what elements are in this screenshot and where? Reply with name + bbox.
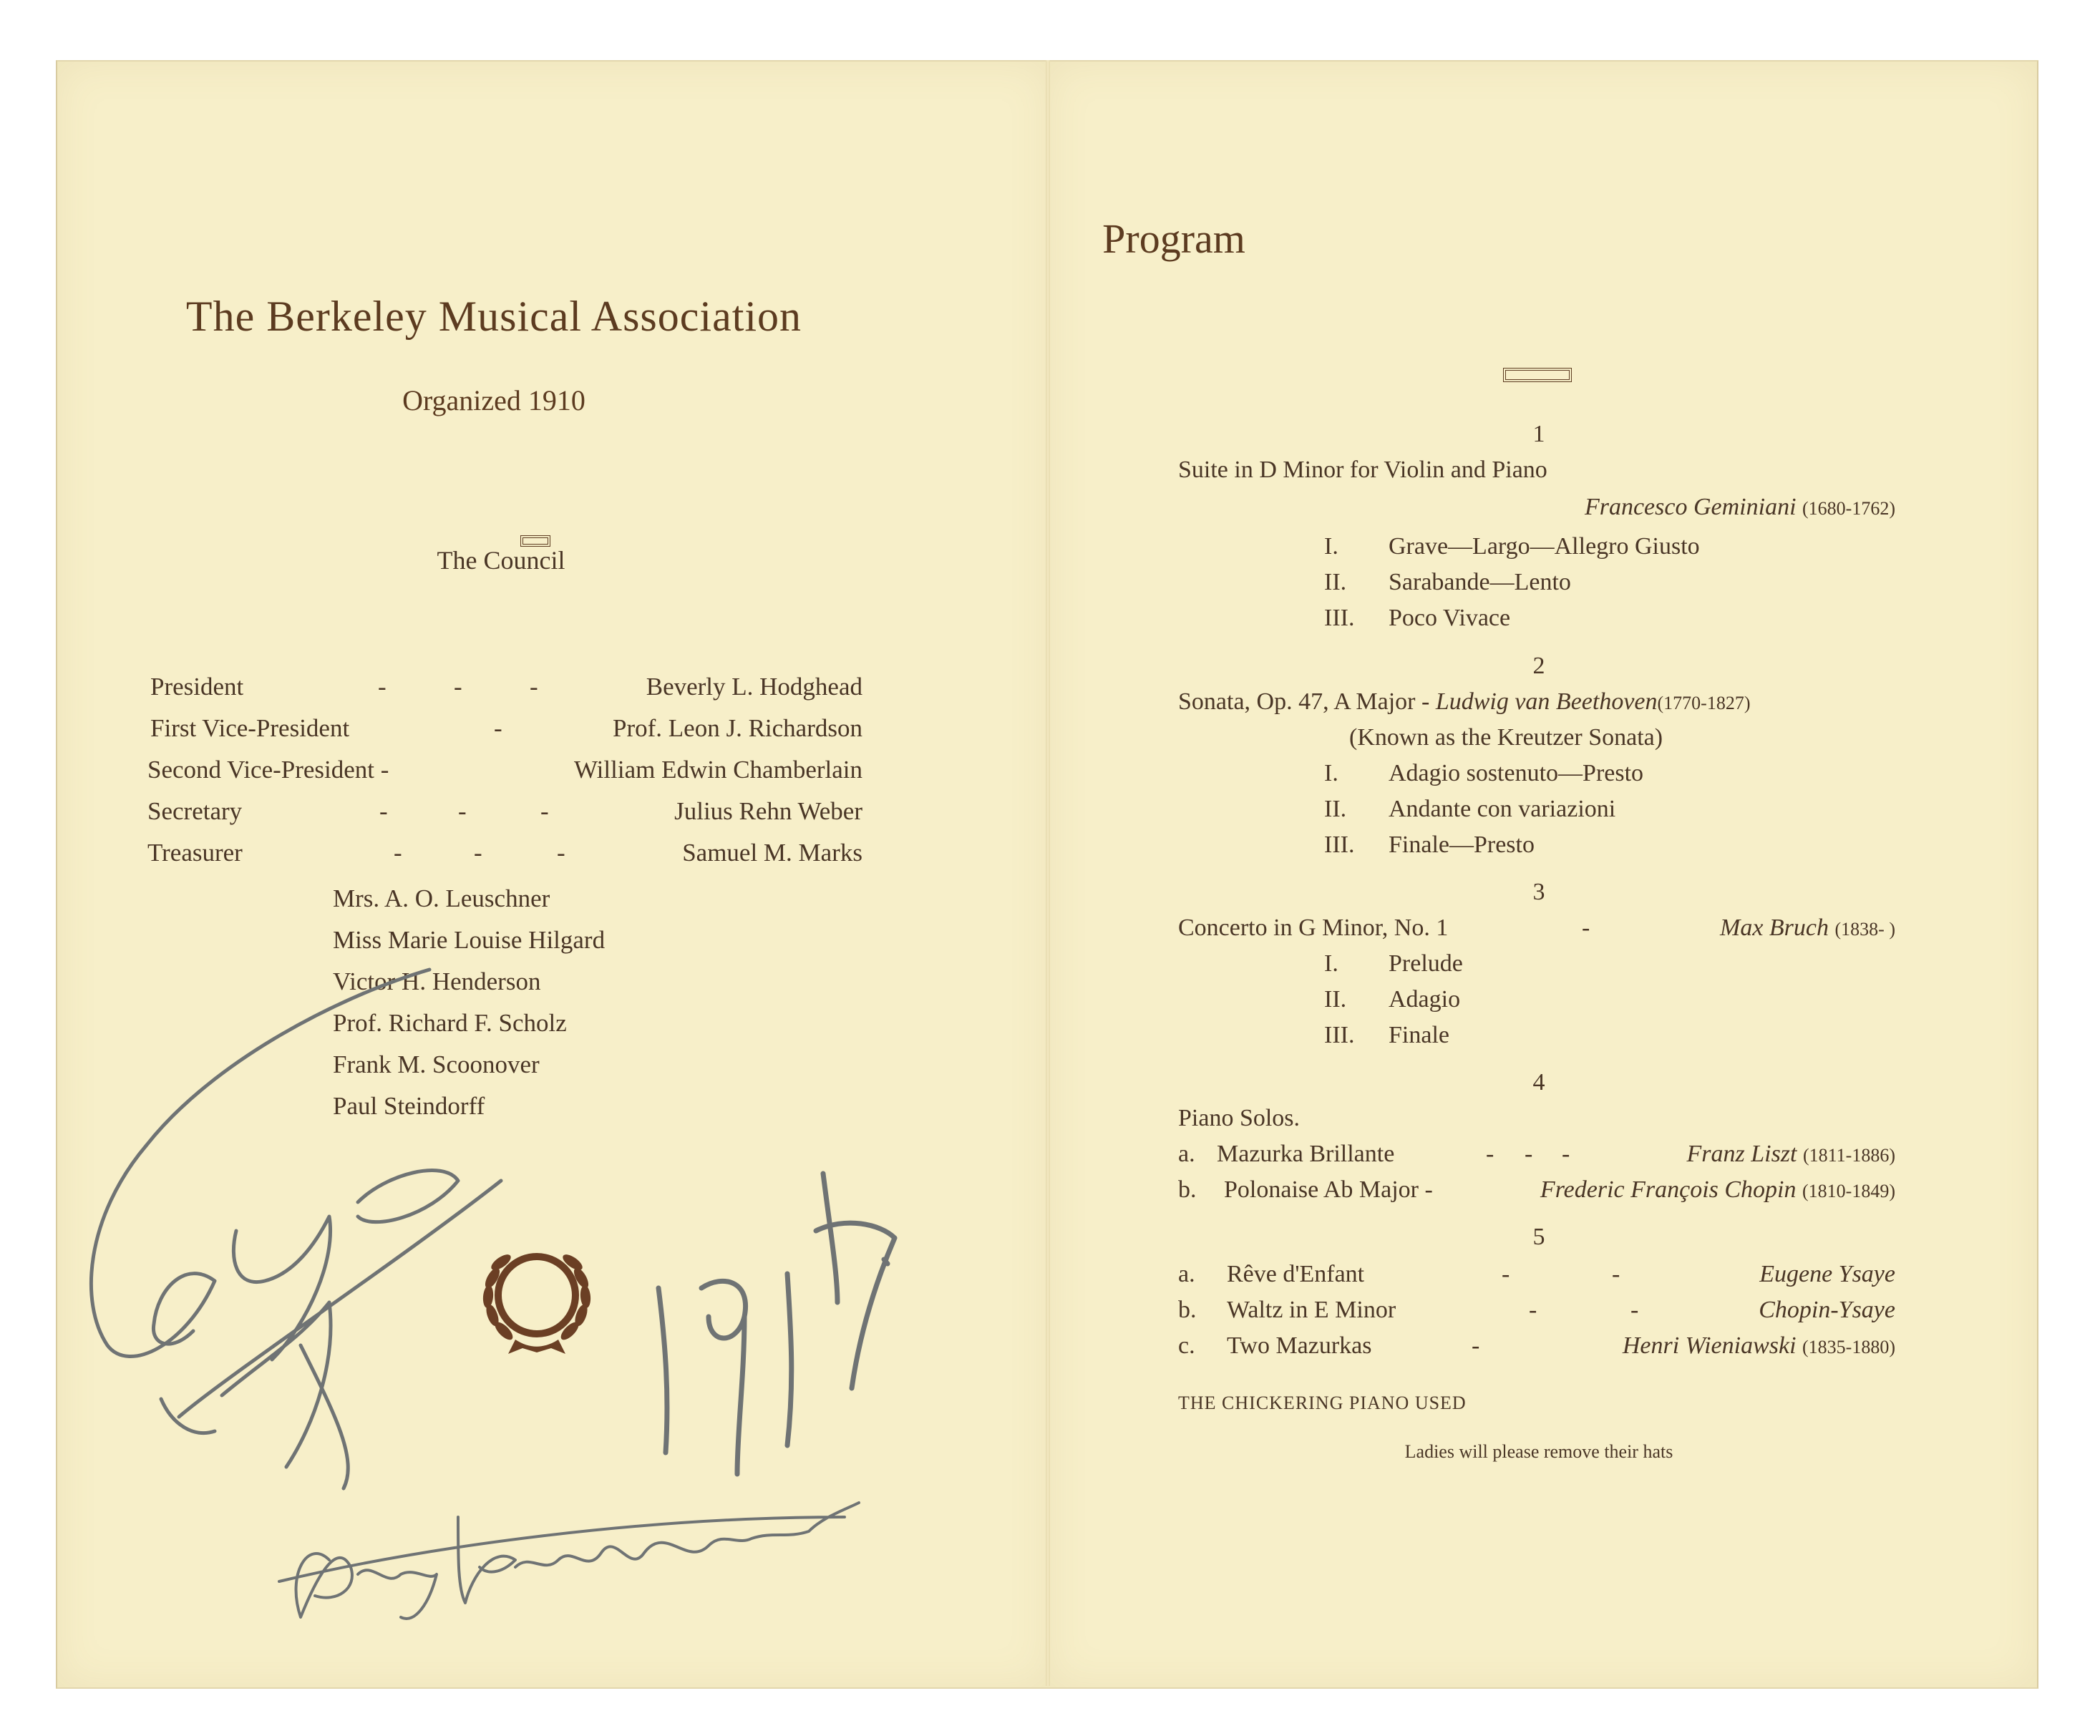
program-number: 3 — [1532, 879, 1545, 905]
movement-name: Poco Vivace — [1389, 605, 1511, 631]
dash: - — [454, 673, 462, 701]
composer-years: (1810-1849) — [1802, 1181, 1895, 1201]
dash: - — [394, 839, 402, 867]
dash: - — [378, 673, 387, 701]
dash: - — [540, 797, 549, 825]
composer-line — [1623, 1332, 1895, 1360]
composer-years: (1835-1880) — [1802, 1337, 1895, 1357]
composer-line — [1585, 494, 1895, 521]
composer-name: Ludwig van Beethoven — [1435, 688, 1658, 715]
composer-name: Franz Liszt — [1686, 1141, 1797, 1167]
movement-name: Grave—Largo—Allegro Giusto — [1389, 533, 1700, 560]
dash: - — [530, 673, 538, 701]
piece-title-text: Sonata, Op. 47, A Major - — [1178, 688, 1430, 715]
composer-name: Frederic François Chopin — [1540, 1176, 1797, 1203]
movement-number: II. — [1324, 569, 1347, 595]
council-member: Frank M. Scoonover — [333, 1050, 540, 1078]
officer-row — [150, 673, 862, 708]
officer-name: Samuel M. Marks — [682, 839, 862, 867]
piece-title — [1178, 688, 1751, 716]
item-letter: a. — [1178, 1261, 1195, 1287]
piece-title: Concerto in G Minor, No. 1 — [1178, 915, 1449, 941]
council-member: Paul Steindorff — [333, 1092, 485, 1120]
composer-years: (1838- ) — [1834, 919, 1895, 940]
movement-number: II. — [1324, 796, 1347, 822]
piece-heading: Piano Solos. — [1178, 1105, 1301, 1131]
composer-name: Max Bruch — [1720, 915, 1829, 941]
item-letter: b. — [1178, 1176, 1197, 1203]
item-letter: b. — [1178, 1297, 1197, 1323]
council-member: Prof. Richard F. Scholz — [333, 1009, 567, 1037]
organized-subtitle: Organized 1910 — [402, 384, 585, 416]
officer-row — [147, 756, 862, 791]
piece-title: Polonaise Ab Major - — [1224, 1176, 1433, 1203]
item-letter: a. — [1178, 1141, 1195, 1167]
officer-name: Prof. Leon J. Richardson — [613, 714, 862, 742]
officer-row — [147, 839, 862, 874]
hats-note: Ladies will please remove their hats — [1404, 1441, 1673, 1462]
officer-role: Second Vice-President - — [147, 756, 389, 784]
dash: - — [1529, 1297, 1537, 1323]
piece-title: Two Mazurkas — [1227, 1332, 1372, 1359]
dash: - — [1582, 915, 1590, 941]
dash: - — [557, 839, 565, 867]
dash: - — [1525, 1141, 1533, 1167]
dash: - — [379, 797, 388, 825]
officer-role: President — [150, 673, 244, 701]
program-number: 4 — [1532, 1069, 1545, 1096]
dash: - — [1486, 1141, 1494, 1167]
program-title: Program — [1102, 215, 1245, 262]
composer-years: (1680-1762) — [1802, 498, 1895, 519]
movement-number: I. — [1324, 760, 1338, 786]
movement-number: III. — [1324, 605, 1355, 631]
composer-name: Chopin-Ysaye — [1759, 1297, 1895, 1323]
dash: - — [1472, 1332, 1480, 1359]
movement-name: Finale—Presto — [1389, 832, 1535, 858]
piece-title: Mazurka Brillante — [1217, 1141, 1395, 1167]
composer-line — [1540, 1176, 1895, 1204]
association-title: The Berkeley Musical Association — [185, 293, 802, 340]
dash: - — [1612, 1261, 1620, 1287]
dash: - — [1630, 1297, 1639, 1323]
composer-name: Francesco Geminiani — [1584, 494, 1797, 520]
officer-role: First Vice-President — [150, 714, 350, 742]
officer-row — [147, 797, 862, 833]
movement-name: Andante con variazioni — [1389, 796, 1616, 822]
piece-title: Waltz in E Minor — [1227, 1297, 1396, 1323]
officer-name: William Edwin Chamberlain — [574, 756, 862, 784]
item-letter: c. — [1178, 1332, 1195, 1359]
composer-name: Henri Wieniawski — [1622, 1332, 1797, 1359]
movement-number: II. — [1324, 986, 1347, 1013]
composer-line — [1686, 1141, 1895, 1168]
council-member: Mrs. A. O. Leuschner — [333, 884, 550, 912]
movement-number: I. — [1324, 950, 1338, 977]
movement-name: Finale — [1389, 1022, 1449, 1048]
officer-row — [150, 714, 862, 750]
composer-years: (1811-1886) — [1802, 1145, 1895, 1166]
piece-title: Rêve d'Enfant — [1227, 1261, 1365, 1287]
movement-number: I. — [1324, 533, 1338, 560]
composer-years: (1770-1827) — [1657, 693, 1751, 713]
dash: - — [1502, 1261, 1510, 1287]
officer-name: Julius Rehn Weber — [674, 797, 862, 825]
dash: - — [474, 839, 482, 867]
divider-ornament — [1503, 368, 1572, 382]
center-fold — [1046, 60, 1050, 1686]
movement-number: III. — [1324, 832, 1355, 858]
movement-name: Adagio sostenuto—Presto — [1389, 760, 1644, 786]
program-number: 2 — [1532, 653, 1545, 679]
officer-name: Beverly L. Hodghead — [646, 673, 862, 701]
council-member: Miss Marie Louise Hilgard — [333, 926, 606, 954]
composer-line — [1720, 915, 1895, 942]
movement-number: III. — [1324, 1022, 1355, 1048]
dash: - — [458, 797, 467, 825]
movement-name: Sarabande—Lento — [1389, 569, 1571, 595]
council-member: Victor H. Henderson — [333, 967, 541, 995]
piece-note: (Known as the Kreutzer Sonata) — [1349, 724, 1663, 751]
composer-name: Eugene Ysaye — [1759, 1261, 1895, 1287]
program-number: 1 — [1532, 421, 1545, 447]
dash: - — [494, 714, 502, 742]
dash: - — [1562, 1141, 1570, 1167]
officer-role: Secretary — [147, 797, 243, 825]
movement-name: Prelude — [1389, 950, 1463, 977]
movement-name: Adagio — [1389, 986, 1461, 1013]
officer-role: Treasurer — [147, 839, 243, 867]
program-number: 5 — [1532, 1224, 1545, 1250]
piano-note: THE CHICKERING PIANO USED — [1178, 1393, 1467, 1413]
piece-title: Suite in D Minor for Violin and Piano — [1178, 457, 1547, 483]
council-heading: The Council — [437, 546, 565, 575]
